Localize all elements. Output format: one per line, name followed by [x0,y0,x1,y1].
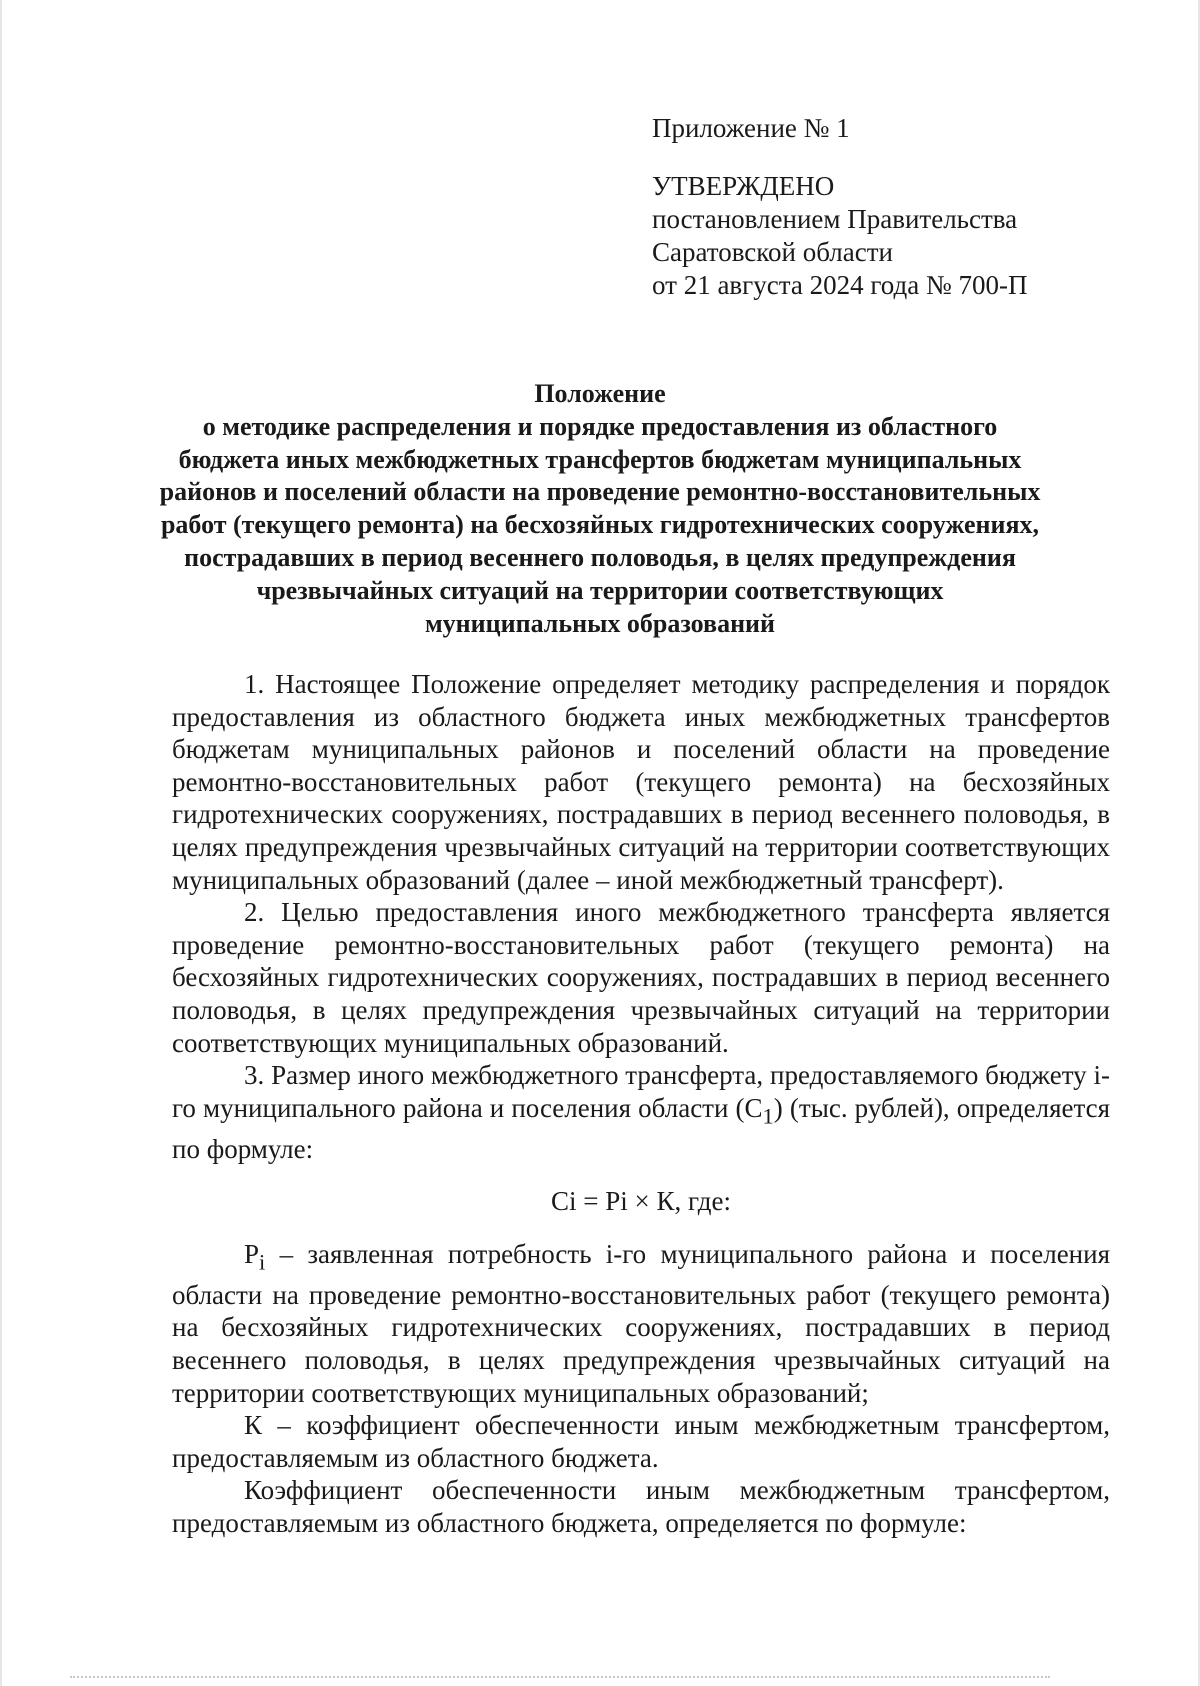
symbol-p: Р [244,1238,260,1269]
document-body [172,668,1110,1540]
paragraph-3-text: 3. Размер иного межбюджетного трансферта, предоставляемого бюджету i-го муниципального района и поселения области (С [172,1060,1110,1123]
symbol-p-subscript: i [259,1249,266,1275]
title-line: работ (текущего ремонта) на бесхозяйных гидротехнических сооружениях, [160,510,1040,540]
title-line: бюджета иных межбюджетных трансфертов бюджетам муниципальных [178,444,1022,474]
definition-p-text: – заявленная потребность i-го муниципального района и поселения области на проведение ремонтно-восстановительных работ (текущего ремонта) на бесхозяйных гидротехнических сооружениях, пострадавших в период весеннего половодья, в целях предупреждения чрезвычайных ситуаций на территории соответствующих муниципальных образований; [172,1238,1110,1408]
approved-by: постановлением Правительства [652,204,1018,234]
formula: Сi = Рi × К, где: [551,1186,731,1217]
title-line: пострадавших в период весеннего половодья, в целях предупреждения [184,542,1016,572]
approved-label: УТВЕРЖДЕНО [652,171,835,201]
paragraph-definition-k: К – коэффициент обеспеченности иным межбюджетным трансфертом, предоставляемым из областного бюджета. [172,1410,1110,1473]
title-line: о методике распределения и порядке предоставления из областного [202,411,998,441]
approval-block [652,112,1027,302]
paragraph-coefficient: Коэффициент обеспеченности иным межбюджетным трансфертом, предоставляемым из областного бюджета, определяется по формуле: [172,1475,1110,1539]
approved-date: от 21 августа 2024 года № 700-П [652,270,1028,300]
title-line: чрезвычайных ситуаций на территории соответствующих [256,575,944,605]
approved-region: Саратовской области [652,237,893,267]
scan-edge-left [0,0,2,1686]
title-line: муниципальных образований [424,608,776,638]
paragraph-3-subscript: 1 [762,1103,774,1129]
title-line: районов и поселений области на проведение ремонтно-восстановительных [159,477,1041,507]
annex-number: Приложение № 1 [652,113,850,143]
title-line: Положение [534,379,666,408]
document-title [150,378,1050,640]
paragraph-definition-p [172,1238,1110,1409]
paragraph-2: 2. Целью предоставления иного межбюджетного трансферта является проведение ремонтно-восстановительных работ (текущего ремонта) на бесхозяйных гидротехнических сооружениях, пострадавших в период весеннего половодья, в целях предупреждения чрезвычайных ситуаций на территории соответствующих муниципальных образований. [172,897,1110,1058]
paragraph-3-text-end: ) (тыс. рублей), определяется по формуле: [172,1092,1110,1164]
paragraph-3 [172,1059,1110,1165]
scan-artifact-line [70,1676,1050,1680]
paragraph-1: 1. Настоящее Положение определяет методику распределения и порядок предоставления из областного бюджета иных межбюджетных трансфертов бюджетам муниципальных районов и поселений области на проведение ремонтно-восстановительных работ (текущего ремонта) на бесхозяйных гидротехнических сооружениях, пострадавших в период весеннего половодья, в целях предупреждения чрезвычайных ситуаций на территории соответствующих муниципальных образований (далее – иной межбюджетный трансферт). [172,669,1110,895]
